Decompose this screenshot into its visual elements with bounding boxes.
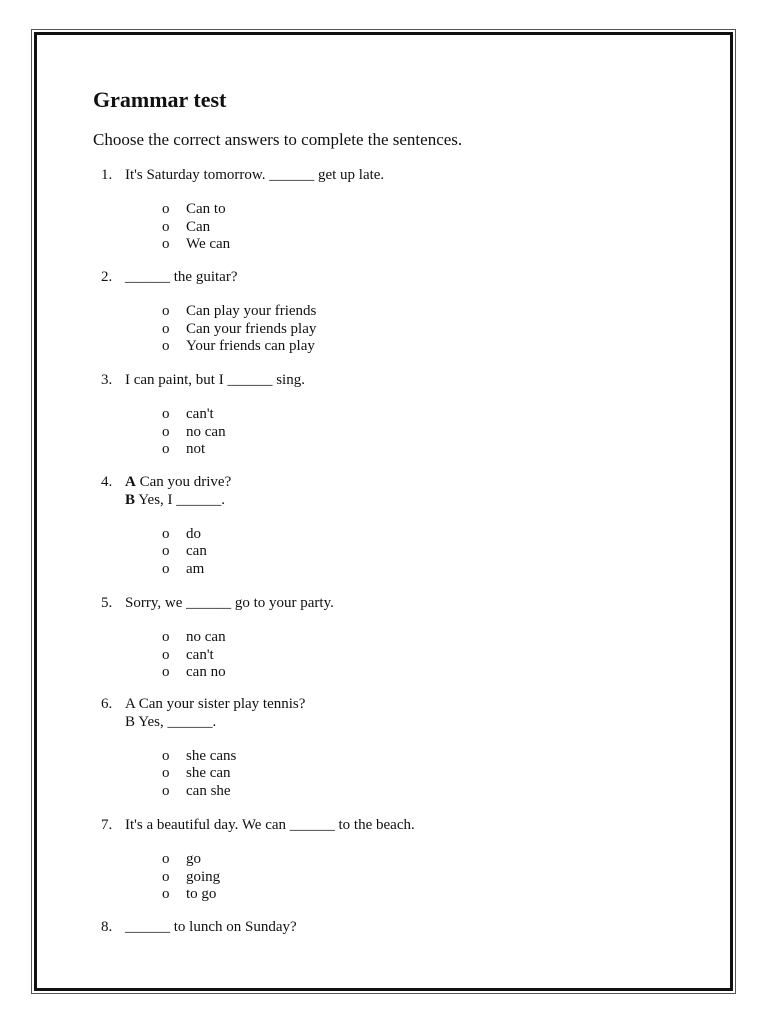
question-text [125, 696, 305, 714]
option-text: am [186, 560, 205, 577]
question-line: Yes, I ______. [135, 491, 226, 508]
option-text: she cans [186, 747, 237, 764]
option-text: Can your friends play [186, 320, 317, 337]
option-text: We can [186, 236, 231, 252]
option-text: Can to [186, 201, 226, 217]
question-line: Can you drive? [135, 474, 232, 490]
question-text [125, 714, 216, 732]
option-bullet-icon: o [162, 629, 170, 645]
question-line: Sorry, we ______ go to your party. [125, 595, 334, 611]
option-text: no can [186, 423, 226, 440]
option-bullet-icon: o [162, 236, 170, 252]
option-bullet-icon: o [162, 851, 170, 867]
option-text: go [186, 851, 201, 867]
question-line: It's a beautiful day. We can ______ to the beach. [125, 817, 415, 833]
question-number: 2. [101, 269, 113, 285]
question-number: 8. [101, 919, 113, 935]
option-bullet-icon: o [162, 441, 170, 457]
page-title: Grammar test [93, 87, 227, 112]
question-text [125, 919, 297, 937]
question-number: 1. [101, 167, 113, 183]
question-text [125, 595, 334, 613]
option-bullet-icon: o [162, 782, 170, 799]
option-bullet-icon: o [162, 646, 170, 663]
option-bullet-icon: o [162, 201, 170, 217]
question-text [125, 269, 237, 287]
option-bullet-icon: o [162, 338, 170, 354]
question-text [125, 167, 384, 185]
option-text: not [186, 441, 206, 457]
option-text: can't [186, 406, 214, 422]
option-bullet-icon: o [162, 560, 170, 577]
option-bullet-icon: o [162, 303, 170, 319]
question-text [125, 492, 225, 510]
question-line: I can paint, but I ______ sing. [125, 372, 305, 388]
option-text: Can play your friends [186, 303, 317, 319]
option-bullet-icon: o [162, 747, 170, 764]
question-number: 7. [101, 817, 113, 833]
option-text: Can [186, 218, 211, 235]
option-bullet-icon: o [162, 218, 170, 235]
option-bullet-icon: o [162, 886, 170, 902]
option-text: Your friends can play [186, 338, 315, 354]
option-bullet-icon: o [162, 765, 170, 781]
option-text: can't [186, 646, 214, 663]
option-bullet-icon: o [162, 868, 170, 885]
option-text: she can [186, 765, 231, 781]
option-text: to go [186, 886, 217, 902]
option-text: can she [186, 782, 231, 799]
option-text: can no [186, 664, 226, 680]
option-bullet-icon: o [162, 543, 170, 559]
option-bullet-icon: o [162, 664, 170, 680]
option-text: do [186, 525, 201, 542]
option-bullet-icon: o [162, 320, 170, 337]
question-line: ______ to lunch on Sunday? [125, 919, 297, 935]
question-text [125, 372, 305, 390]
question-text [125, 474, 231, 492]
question-line: A Can your sister play tennis? [125, 696, 306, 712]
speaker-label: A [125, 474, 136, 490]
question-text [125, 817, 415, 835]
instructions: Choose the correct answers to complete the sentences. [93, 130, 463, 149]
question-line: It's Saturday tomorrow. ______ get up late. [125, 167, 385, 183]
question-number: 5. [101, 595, 113, 611]
option-text: going [186, 868, 221, 885]
question-number: 4. [101, 474, 113, 490]
option-bullet-icon: o [162, 406, 170, 422]
question-line: B Yes, ______. [125, 713, 217, 730]
option-text: no can [186, 629, 226, 645]
question-number: 3. [101, 372, 113, 388]
option-text: can [186, 543, 207, 559]
question-number: 6. [101, 696, 113, 712]
option-bullet-icon: o [162, 525, 170, 542]
option-bullet-icon: o [162, 423, 170, 440]
speaker-label: B [125, 491, 136, 508]
question-line: ______ the guitar? [125, 269, 238, 285]
